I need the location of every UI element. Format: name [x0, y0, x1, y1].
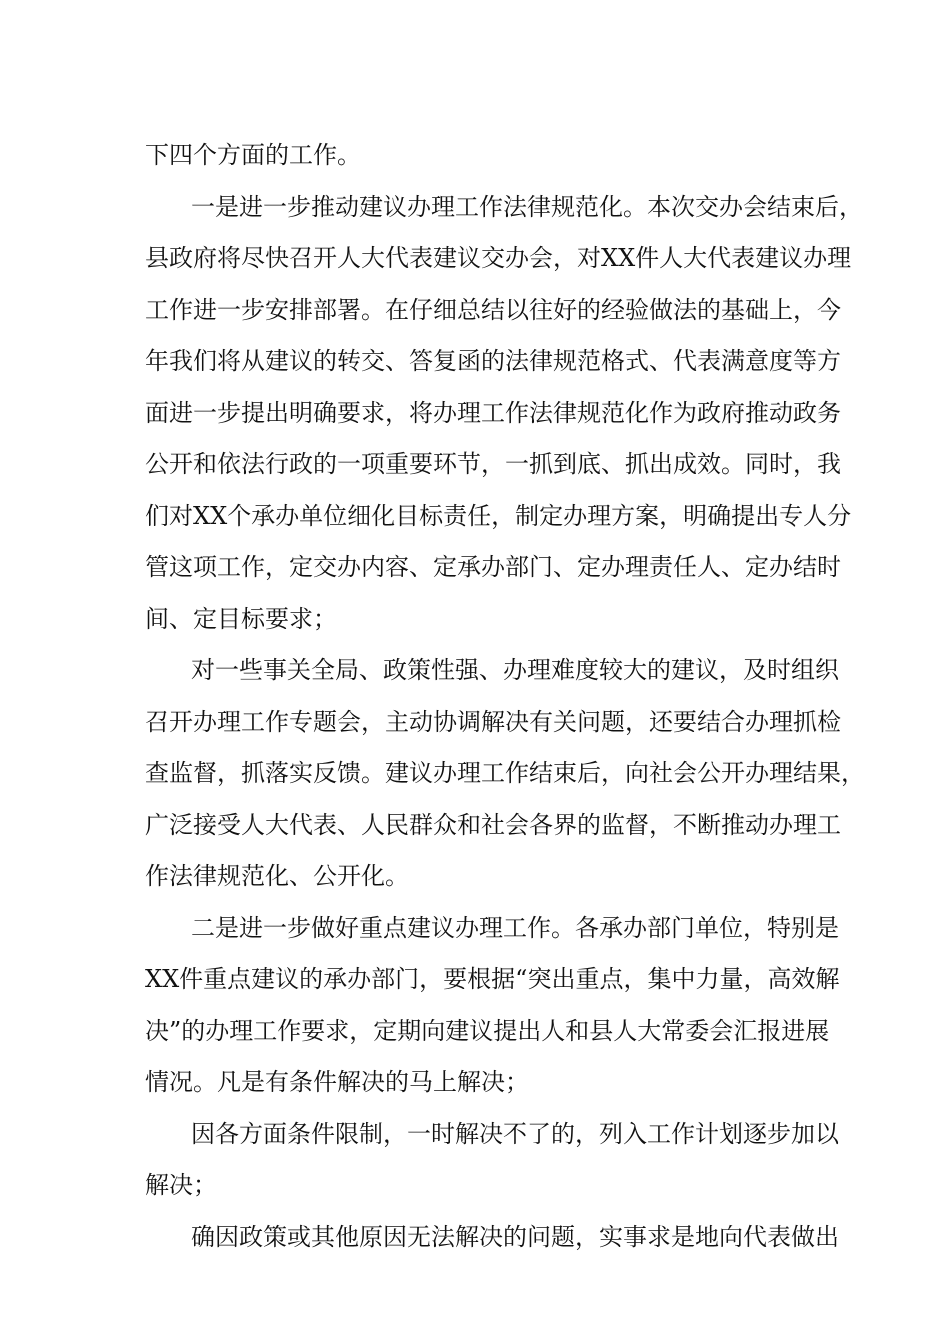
text-line-1: 下四个方面的工作。 [145, 141, 361, 169]
text-line-7: 公开和依法行政的一项重要环节，一抓到底、抓出成效。同时，我 [145, 450, 841, 478]
text-line-10: 间、定目标要求； [145, 604, 337, 633]
text-line-22: 确因政策或其他原因无法解决的问题，实事求是地向代表做出 [191, 1222, 839, 1251]
text-line-17: XX件重点建议的承办部门，要根据“突出重点，集中力量，高效解 [145, 965, 840, 993]
text-line-3: 县政府将尽快召开人大代表建议交办会，对XX件人大代表建议办理 [145, 244, 852, 272]
text-line-12: 召开办理工作专题会，主动协调解决有关问题，还要结合办理抓检 [145, 707, 841, 736]
text-line-4: 工作进一步安排部署。在仔细总结以往好的经验做法的基础上，今 [145, 295, 841, 324]
text-line-18: 决”的办理工作要求，定期向建议提出人和县人大常委会汇报进展 [145, 1016, 830, 1045]
text-line-15: 作法律规范化、公开化。 [145, 862, 409, 890]
text-line-16: 二是进一步做好重点建议办理工作。各承办部门单位，特别是 [191, 913, 839, 942]
text-line-11: 对一些事关全局、政策性强、办理难度较大的建议，及时组织 [191, 656, 839, 684]
text-line-20: 因各方面条件限制，一时解决不了的，列入工作计划逐步加以 [191, 1119, 839, 1148]
text-line-13: 查监督，抓落实反馈。建议办理工作结束后，向社会公开办理结果， [145, 759, 865, 787]
text-line-8: 们对XX个承办单位细化目标责任，制定办理方案，明确提出专人分 [145, 501, 852, 530]
text-line-14: 广泛接受人大代表、人民群众和社会各界的监督，不断推动办理工 [145, 810, 841, 839]
text-line-19: 情况。凡是有条件解决的马上解决； [145, 1068, 529, 1096]
text-line-9: 管这项工作，定交办内容、定承办部门、定办理责任人、定办结时 [145, 553, 841, 581]
text-line-5: 年我们将从建议的转交、答复函的法律规范格式、代表满意度等方 [145, 347, 841, 375]
document-body [145, 130, 865, 1263]
text-line-21: 解决； [145, 1171, 217, 1199]
text-line-6: 面进一步提出明确要求，将办理工作法律规范化作为政府推动政务 [145, 398, 841, 427]
text-line-2: 一是进一步推动建议办理工作法律规范化。本次交办会结束后， [191, 192, 863, 221]
